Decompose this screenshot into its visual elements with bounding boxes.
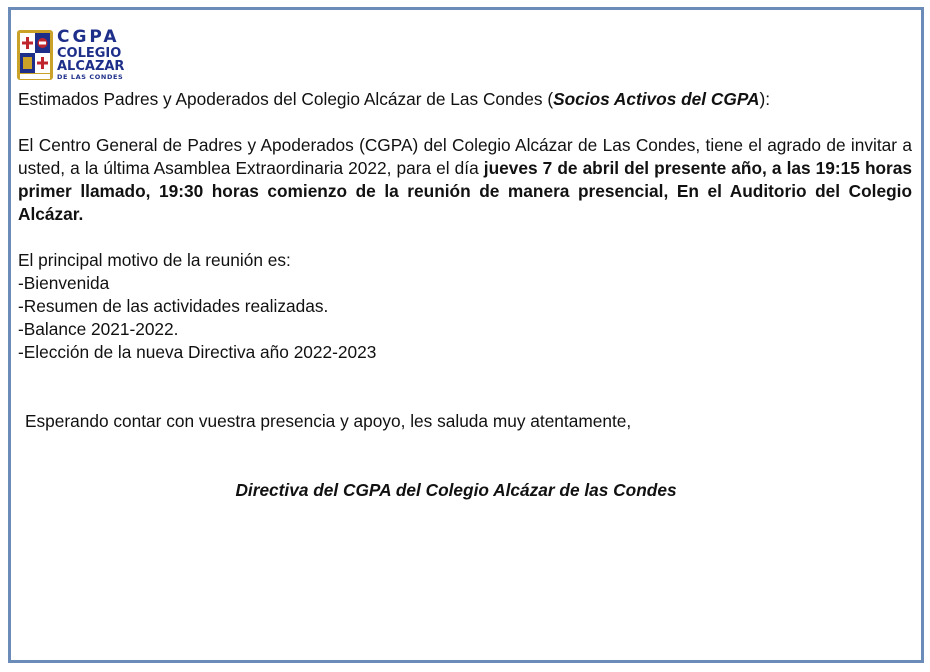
signature: Directiva del CGPA del Colegio Alcázar de las Condes (235, 480, 677, 500)
logo-line-condes: DE LAS CONDES (57, 73, 124, 81)
invitation-paragraph (18, 134, 912, 226)
letter-body (18, 88, 912, 502)
invitation-details: jueves 7 de abril del presente año, a las 19:15 horas primer llamado, 19:30 horas comienzo de la reunión de manera presencial, En el Auditorio del Colegio Alcázar. (18, 158, 913, 224)
greeting (18, 88, 912, 111)
agenda-item: -Balance 2021-2022. (18, 319, 179, 339)
logo-line-cgpa: CGPA (57, 27, 120, 47)
motive-intro: El principal motivo de la reunión es: (18, 250, 291, 270)
logo-wordmark (57, 29, 124, 81)
greeting-prefix: Estimados Padres y Apoderados del Colegio Alcázar de Las Condes ( (18, 89, 554, 109)
agenda-item: -Elección de la nueva Directiva año 2022-2023 (18, 342, 377, 362)
greeting-emphasis: Socios Activos del CGPA (553, 89, 760, 109)
greeting-suffix: ): (759, 89, 771, 109)
agenda-item: -Bienvenida (18, 273, 110, 293)
closing-line: Esperando contar con vuestra presencia y apoyo, les saluda muy atentamente, (25, 411, 632, 431)
invitation-text: El Centro General de Padres y Apoderados (CGPA) del Colegio Alcázar de Las Condes, tiene el agrado de invitar a usted, a la última Asamblea Extraordinaria 2022, para el día (18, 135, 912, 178)
agenda-item: -Resumen de las actividades realizadas. (18, 296, 329, 316)
logo-line-alcazar: ALCAZAR (57, 59, 125, 74)
school-crest-icon (16, 29, 54, 81)
cgpa-logo (16, 29, 136, 93)
logo-line-colegio: COLEGIO (57, 46, 122, 61)
